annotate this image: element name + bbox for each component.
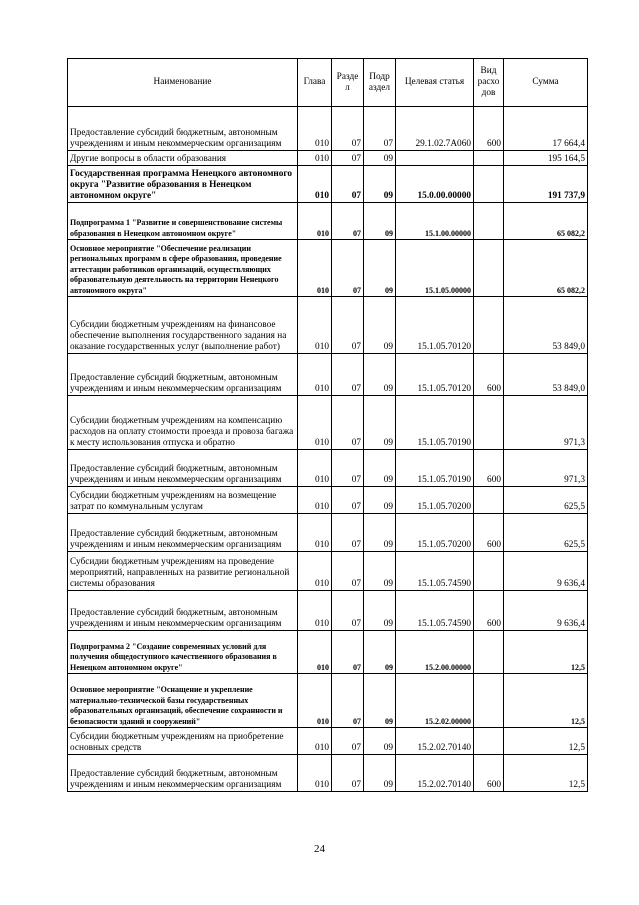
row-chapter: 010: [298, 487, 332, 514]
table-row: [68, 487, 588, 514]
row-chapter: 010: [298, 151, 332, 166]
row-name: Государственная программа Ненецкого автономного округа "Развитие образования в Ненецком автономном округе": [68, 166, 298, 203]
row-section: 07: [332, 674, 364, 728]
row-kind: 600: [474, 755, 504, 792]
row-section: 07: [332, 631, 364, 674]
row-name: Подпрограмма 2 "Создание современных условий для получения общедоступного качественного образования в Ненецком автономном округе": [68, 631, 298, 674]
row-target: 15.2.00.00000: [396, 631, 474, 674]
row-section: 07: [332, 728, 364, 755]
row-chapter: 010: [298, 514, 332, 552]
row-name: Другие вопросы в области образования: [68, 151, 298, 166]
row-subsection: 09: [364, 514, 396, 552]
row-sum: 195 164,5: [504, 151, 588, 166]
table-row: [68, 107, 588, 151]
table-row: [68, 166, 588, 203]
header-chapter: Глава: [298, 59, 332, 107]
row-target: 15.1.00.00000: [396, 203, 474, 240]
row-section: 07: [332, 203, 364, 240]
row-sum: 12,5: [504, 674, 588, 728]
row-kind: [474, 240, 504, 297]
row-kind: [474, 552, 504, 591]
row-section: 07: [332, 552, 364, 591]
row-target: 15.2.02.70140: [396, 755, 474, 792]
header-kind: Вид расхо дов: [474, 59, 504, 107]
row-chapter: 010: [298, 552, 332, 591]
table-row: [68, 354, 588, 396]
row-section: 07: [332, 514, 364, 552]
row-target: 15.1.05.74590: [396, 552, 474, 591]
row-name: Предоставление субсидий бюджетным, автономным учреждениям и иным некоммерческим организациям: [68, 354, 298, 396]
row-chapter: 010: [298, 755, 332, 792]
row-chapter: 010: [298, 631, 332, 674]
table-row: [68, 552, 588, 591]
table-row: [68, 203, 588, 240]
row-sum: 12,5: [504, 728, 588, 755]
header-subsection: Подр аздел: [364, 59, 396, 107]
row-chapter: 010: [298, 396, 332, 450]
row-kind: [474, 151, 504, 166]
row-section: 07: [332, 166, 364, 203]
header-sum: Сумма: [504, 59, 588, 107]
row-chapter: 010: [298, 297, 332, 354]
row-subsection: 09: [364, 552, 396, 591]
row-chapter: 010: [298, 674, 332, 728]
row-chapter: 010: [298, 166, 332, 203]
row-name: Подпрограмма 1 "Развитие и совершенствование системы образования в Ненецком автономном округе": [68, 203, 298, 240]
row-name: Основное мероприятие "Обеспечение реализации региональных программ в сфере образования, проведение аттестации работников организаций, осуществляющих образовательную деятельность на территории Ненецкого автономного округа": [68, 240, 298, 297]
row-sum: 9 636,4: [504, 552, 588, 591]
row-kind: [474, 487, 504, 514]
row-kind: [474, 166, 504, 203]
row-section: 07: [332, 450, 364, 487]
table-row: [68, 240, 588, 297]
row-target: 15.1.05.74590: [396, 591, 474, 631]
row-section: 07: [332, 240, 364, 297]
row-name: Основное мероприятие "Оснащение и укрепление материально-технической базы государственных образовательных организаций, обеспечение сохранности и безопасности зданий и сооружений": [68, 674, 298, 728]
table-row: [68, 674, 588, 728]
row-subsection: 09: [364, 631, 396, 674]
row-subsection: 09: [364, 728, 396, 755]
row-kind: [474, 631, 504, 674]
row-name: Предоставление субсидий бюджетным, автономным учреждениям и иным некоммерческим организациям: [68, 755, 298, 792]
row-name: Предоставление субсидий бюджетным, автономным учреждениям и иным некоммерческим организациям: [68, 514, 298, 552]
row-section: 07: [332, 591, 364, 631]
row-target: 15.1.05.70200: [396, 487, 474, 514]
row-name: Предоставление субсидий бюджетным, автономным учреждениям и иным некоммерческим организациям: [68, 591, 298, 631]
row-name: Предоставление субсидий бюджетным, автономным учреждениям и иным некоммерческим организациям: [68, 450, 298, 487]
row-name: Субсидии бюджетным учреждениям на финансовое обеспечение выполнения государственного задания на оказание государственных услуг (выполнение работ): [68, 297, 298, 354]
row-subsection: 09: [364, 203, 396, 240]
row-sum: 65 082,2: [504, 240, 588, 297]
row-subsection: 09: [364, 240, 396, 297]
row-name: Предоставление субсидий бюджетным, автономным учреждениям и иным некоммерческим организациям: [68, 107, 298, 151]
row-target: 15.1.05.70200: [396, 514, 474, 552]
table-row: [68, 514, 588, 552]
row-name: Субсидии бюджетным учреждениям на компенсацию расходов на оплату стоимости проезда и провоза багажа к месту использования отпуска и обратно: [68, 396, 298, 450]
row-kind: 600: [474, 450, 504, 487]
table-row: [68, 297, 588, 354]
row-name: Субсидии бюджетным учреждениям на проведение мероприятий, направленных на развитие региональной системы образования: [68, 552, 298, 591]
row-chapter: 010: [298, 728, 332, 755]
row-kind: [474, 396, 504, 450]
row-target: 15.0.00.00000: [396, 166, 474, 203]
row-subsection: 09: [364, 755, 396, 792]
row-section: 07: [332, 354, 364, 396]
row-sum: 9 636,4: [504, 591, 588, 631]
row-subsection: 09: [364, 396, 396, 450]
row-sum: 625,5: [504, 487, 588, 514]
row-subsection: 09: [364, 591, 396, 631]
row-kind: [474, 674, 504, 728]
row-name: Субсидии бюджетным учреждениям на возмещение затрат по коммунальным услугам: [68, 487, 298, 514]
table-row: [68, 591, 588, 631]
row-subsection: 09: [364, 674, 396, 728]
row-kind: [474, 203, 504, 240]
row-target: 15.2.02.00000: [396, 674, 474, 728]
row-target: 15.1.05.70120: [396, 354, 474, 396]
row-sum: 12,5: [504, 631, 588, 674]
row-target: 15.1.05.70120: [396, 297, 474, 354]
row-chapter: 010: [298, 240, 332, 297]
row-subsection: 09: [364, 487, 396, 514]
row-subsection: 09: [364, 166, 396, 203]
table-row: [68, 450, 588, 487]
row-sum: 971,3: [504, 450, 588, 487]
budget-table: [67, 58, 588, 792]
row-kind: [474, 728, 504, 755]
table-header-row: [68, 59, 588, 107]
row-sum: 53 849,0: [504, 297, 588, 354]
table-row: [68, 151, 588, 166]
row-subsection: 09: [364, 354, 396, 396]
row-sum: 65 082,2: [504, 203, 588, 240]
row-section: 07: [332, 755, 364, 792]
row-subsection: 09: [364, 297, 396, 354]
row-chapter: 010: [298, 450, 332, 487]
table-row: [68, 728, 588, 755]
row-kind: 600: [474, 514, 504, 552]
row-kind: 600: [474, 591, 504, 631]
header-section: Разде л: [332, 59, 364, 107]
row-section: 07: [332, 487, 364, 514]
header-name: Наименование: [68, 59, 298, 107]
row-target: 15.2.02.70140: [396, 728, 474, 755]
row-sum: 971,3: [504, 396, 588, 450]
row-kind: 600: [474, 107, 504, 151]
row-section: 07: [332, 107, 364, 151]
row-section: 07: [332, 297, 364, 354]
row-kind: [474, 297, 504, 354]
row-subsection: 09: [364, 151, 396, 166]
row-name: Субсидии бюджетным учреждениям на приобретение основных средств: [68, 728, 298, 755]
row-section: 07: [332, 151, 364, 166]
row-sum: 53 849,0: [504, 354, 588, 396]
row-section: 07: [332, 396, 364, 450]
row-chapter: 010: [298, 203, 332, 240]
row-chapter: 010: [298, 591, 332, 631]
row-sum: 12,5: [504, 755, 588, 792]
row-kind: 600: [474, 354, 504, 396]
table-row: [68, 631, 588, 674]
row-sum: 191 737,9: [504, 166, 588, 203]
row-chapter: 010: [298, 107, 332, 151]
row-target: 15.1.05.00000: [396, 240, 474, 297]
table-row: [68, 755, 588, 792]
page-number: 24: [314, 843, 325, 855]
row-chapter: 010: [298, 354, 332, 396]
row-target: 15.1.05.70190: [396, 396, 474, 450]
row-sum: 17 664,4: [504, 107, 588, 151]
row-target: 29.1.02.7А060: [396, 107, 474, 151]
row-subsection: 07: [364, 107, 396, 151]
row-subsection: 09: [364, 450, 396, 487]
row-sum: 625,5: [504, 514, 588, 552]
table-row: [68, 396, 588, 450]
row-target: [396, 151, 474, 166]
header-target: Целевая статья: [396, 59, 474, 107]
row-target: 15.1.05.70190: [396, 450, 474, 487]
